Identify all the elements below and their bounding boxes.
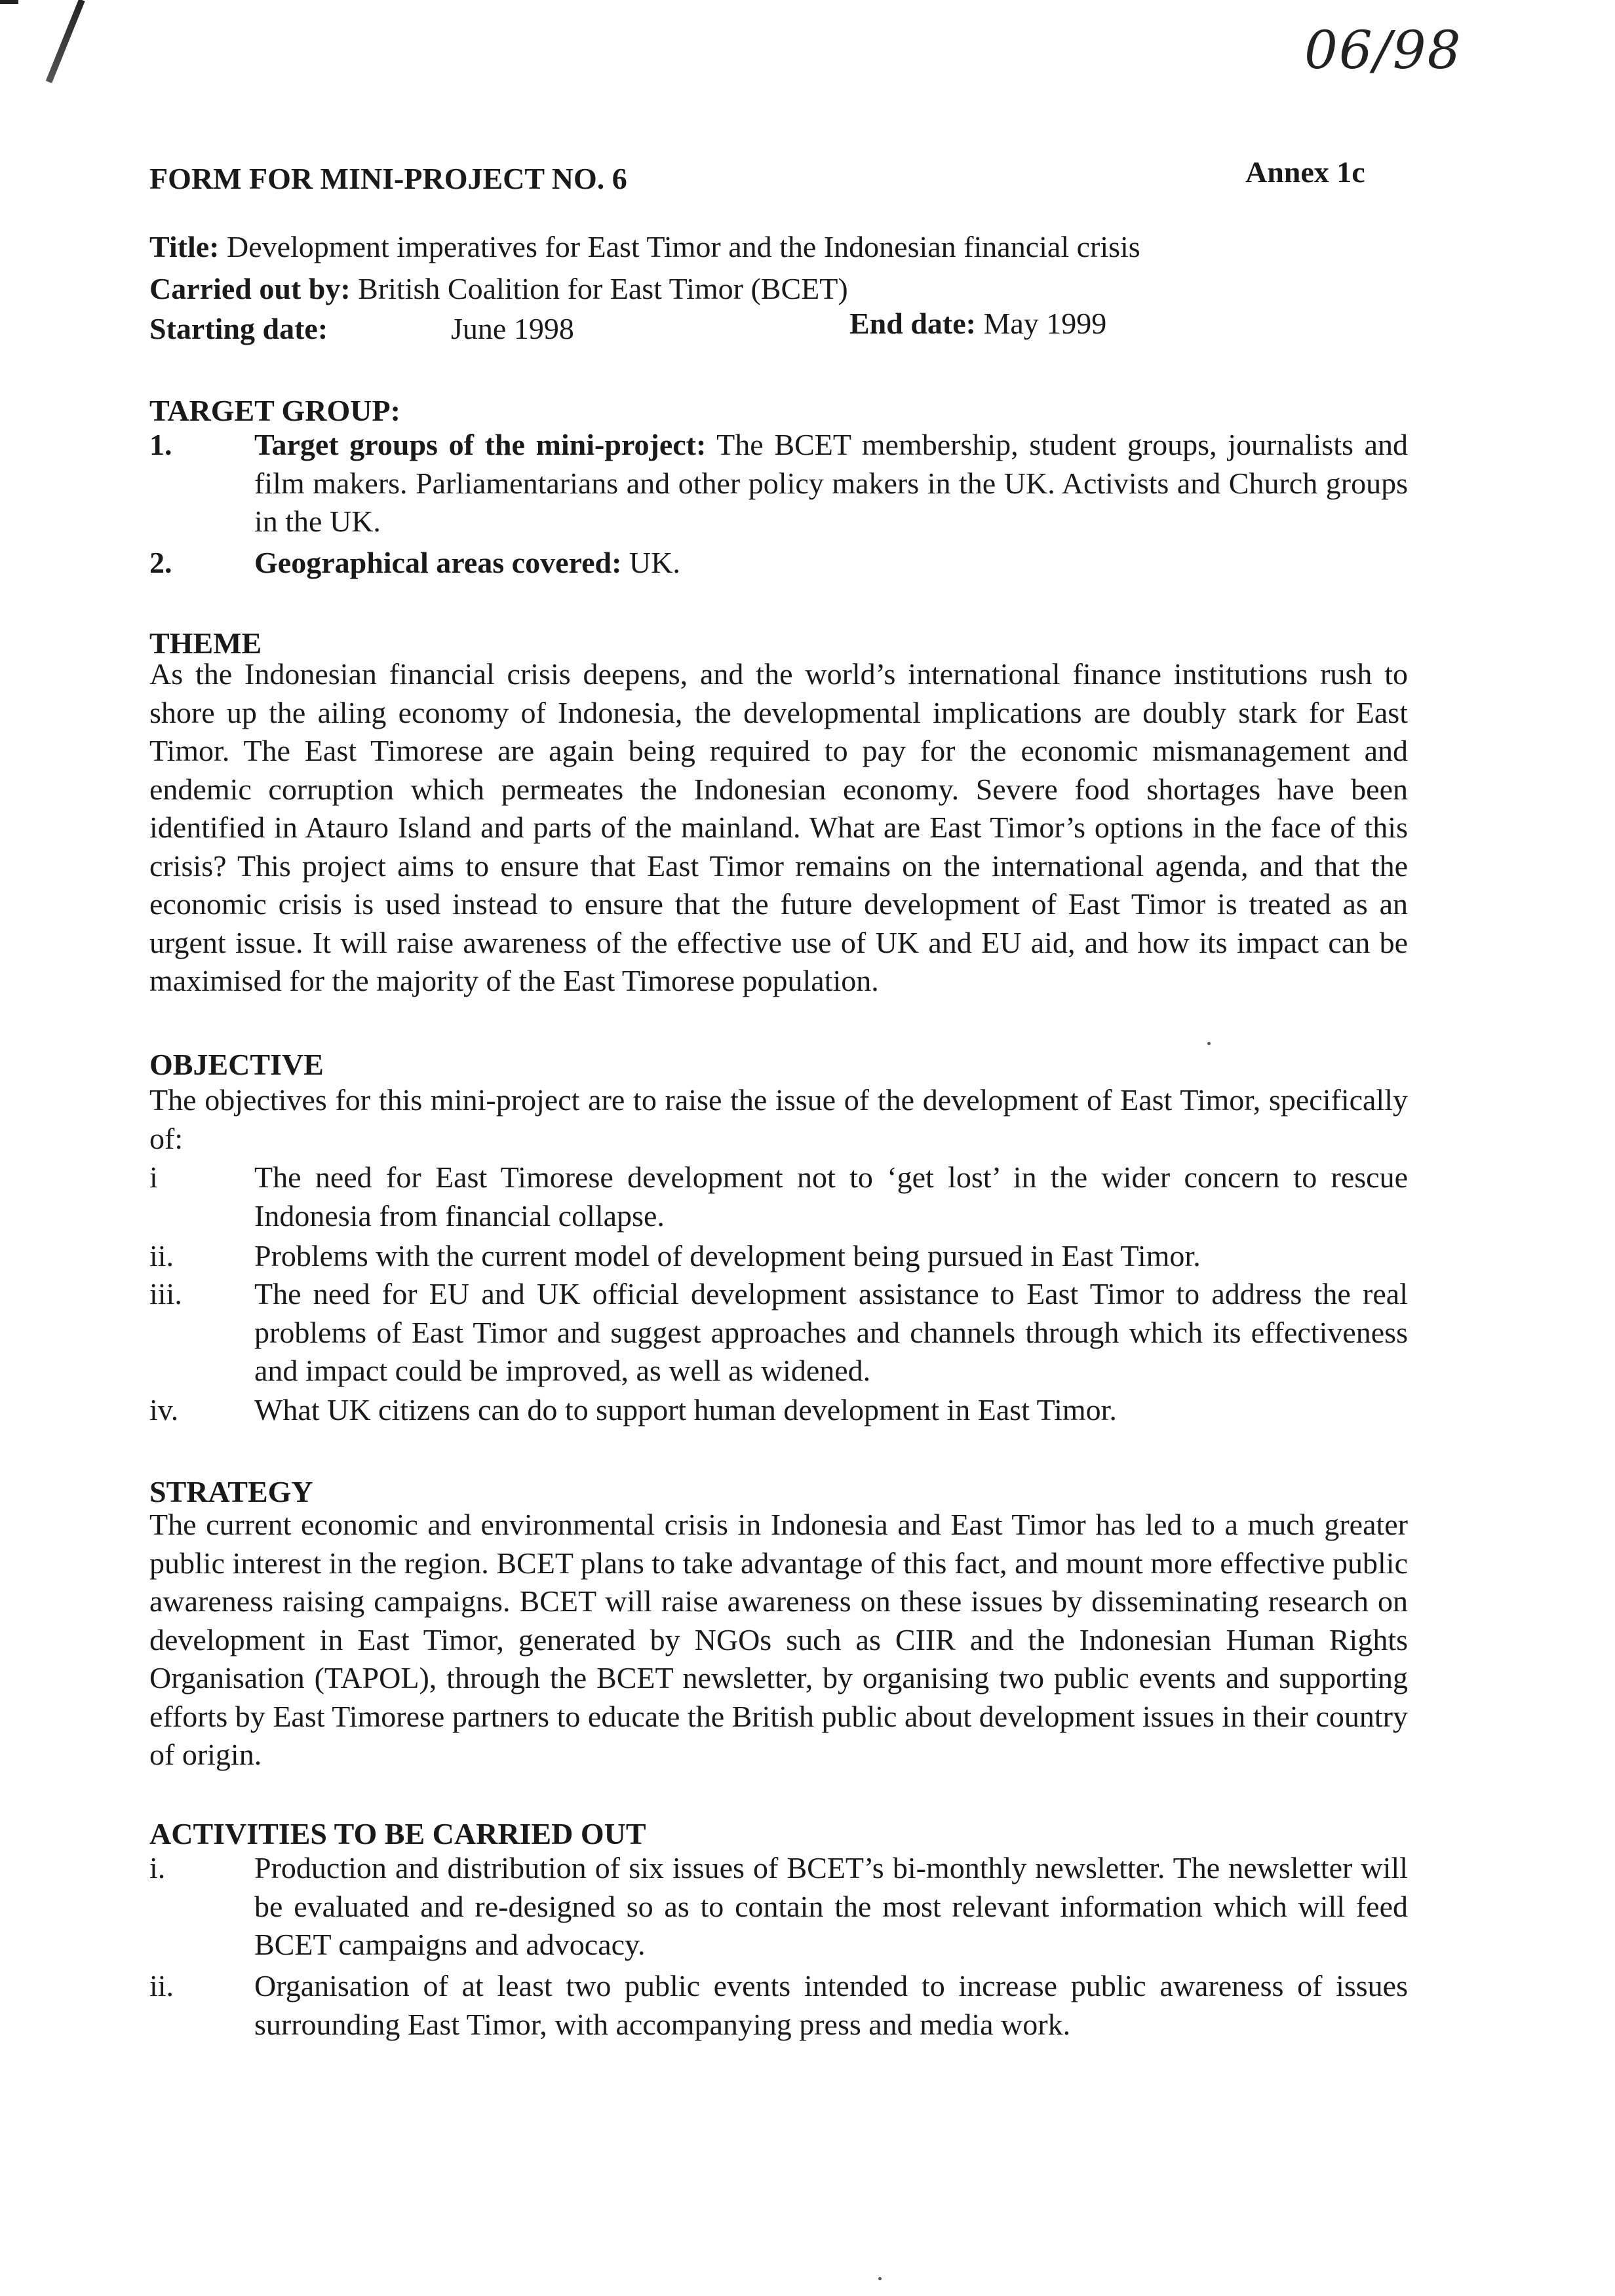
meta-carried-label: Carried out by:	[149, 272, 351, 305]
annex-label: Annex 1c	[1245, 155, 1365, 189]
strategy-heading: STRATEGY	[149, 1475, 313, 1508]
meta-title-row	[149, 229, 1140, 264]
meta-carried-row	[149, 271, 848, 306]
meta-carried-value: British Coalition for East Timor (BCET)	[358, 272, 848, 305]
scan-mark-corner	[0, 0, 18, 4]
objective-item-text: Problems with the current model of development being pursued in East Timor.	[254, 1239, 1201, 1272]
objective-item-text: What UK citizens can do to support human development in East Timor.	[254, 1393, 1117, 1426]
objective-item	[149, 1237, 1408, 1276]
meta-title-label: Title:	[149, 230, 220, 263]
target-group-item	[149, 426, 1408, 541]
target-group-item-number: 1.	[149, 428, 172, 461]
activity-item	[149, 1849, 1408, 1964]
meta-dates-row	[149, 307, 1107, 346]
target-group-item	[149, 544, 1408, 583]
target-group-item-number: 2.	[149, 546, 172, 579]
objective-item-text: The need for East Timorese development not to ‘get lost’ in the wider concern to rescue Indonesia from financial collapse.	[254, 1160, 1408, 1233]
objective-item-number: iv.	[149, 1393, 179, 1426]
target-group-item-text	[254, 544, 1408, 583]
objective-item-number: i	[149, 1160, 158, 1194]
target-group-item-label: Target groups of the mini-project:	[254, 428, 707, 461]
objective-item-number: ii.	[149, 1239, 174, 1272]
activity-item	[149, 1967, 1408, 2044]
objective-item	[149, 1275, 1408, 1390]
form-title: FORM FOR MINI-PROJECT NO. 6	[149, 162, 627, 195]
scan-speck	[878, 2277, 882, 2280]
meta-end-label: End date:	[849, 307, 976, 340]
target-group-item-body: UK.	[621, 546, 680, 579]
activity-item-number: ii.	[149, 1969, 174, 2002]
scan-mark-stroke	[46, 0, 85, 83]
target-group-heading: TARGET GROUP:	[149, 394, 400, 427]
handwritten-date-note: 06/98	[1304, 20, 1462, 81]
objective-intro: The objectives for this mini-project are to raise the issue of the development of East Timor, specifically of:	[149, 1083, 1408, 1155]
activities-heading: ACTIVITIES TO BE CARRIED OUT	[149, 1817, 646, 1850]
scan-speck	[1207, 1042, 1211, 1045]
target-group-item-text	[254, 426, 1408, 541]
meta-end-group	[849, 306, 1106, 341]
target-group-item-body: The BCET membership, student groups, journalists and film makers. Parliamentarians and other policy makers in the UK. Activists and Church groups in the UK.	[254, 428, 1409, 538]
target-group-item-label: Geographical areas covered:	[254, 546, 622, 579]
theme-paragraph: As the Indonesian financial crisis deepens, and the world’s international finance institutions rush to shore up the ailing economy of Indonesia, the developmental implications are doubly stark for East Timor. The East Timorese are again being required to pay for the economic mismanagement and endemic corruption which permeates the Indonesian economy. Severe food shortages have been identified in Atauro Island and parts of the mainland. What are East Timor’s options in the face of this crisis? This project aims to ensure that East Timor remains on the international agenda, and that the economic crisis is used instead to ensure that the future development of East Timor is treated as an urgent issue. It will raise awareness of the effective use of UK and EU aid, and how its impact can be maximised for the majority of the East Timorese population.	[149, 657, 1408, 997]
meta-start-label: Starting date:	[149, 312, 328, 345]
meta-title-value: Development imperatives for East Timor and the Indonesian financial crisis	[226, 230, 1140, 263]
theme-heading: THEME	[149, 626, 262, 660]
meta-start-value: June 1998	[451, 312, 574, 345]
activity-item-text: Production and distribution of six issues of BCET’s bi-monthly newsletter. The newsletter will be evaluated and re-designed so as to contain the most relevant information which will feed BCET campaigns and advocacy.	[254, 1851, 1408, 1961]
activity-item-text: Organisation of at least two public events intended to increase public awareness of issues surrounding East Timor, with accompanying press and media work.	[254, 1969, 1408, 2041]
strategy-paragraph: The current economic and environmental crisis in Indonesia and East Timor has led to a much greater public interest in the region. BCET plans to take advantage of this fact, and mount more effective public awareness raising campaigns. BCET will raise awareness on these issues by disseminating research on development in East Timor, generated by NGOs such as CIIR and the Indonesian Human Rights Organisation (TAPOL), through the BCET newsletter, by organising two public events and supporting efforts by East Timorese partners to educate the British public about development issues in their country of origin.	[149, 1508, 1408, 1771]
objective-item	[149, 1391, 1408, 1430]
objective-heading: OBJECTIVE	[149, 1048, 324, 1081]
objective-item-number: iii.	[149, 1277, 182, 1311]
activity-item-number: i.	[149, 1851, 166, 1885]
meta-end-value: May 1999	[983, 307, 1107, 340]
objective-item-text: The need for EU and UK official development assistance to East Timor to address the real problems of East Timor and suggest approaches and channels through which its effectiveness and impact could be improved, as well as widened.	[254, 1277, 1408, 1387]
objective-item	[149, 1158, 1408, 1235]
